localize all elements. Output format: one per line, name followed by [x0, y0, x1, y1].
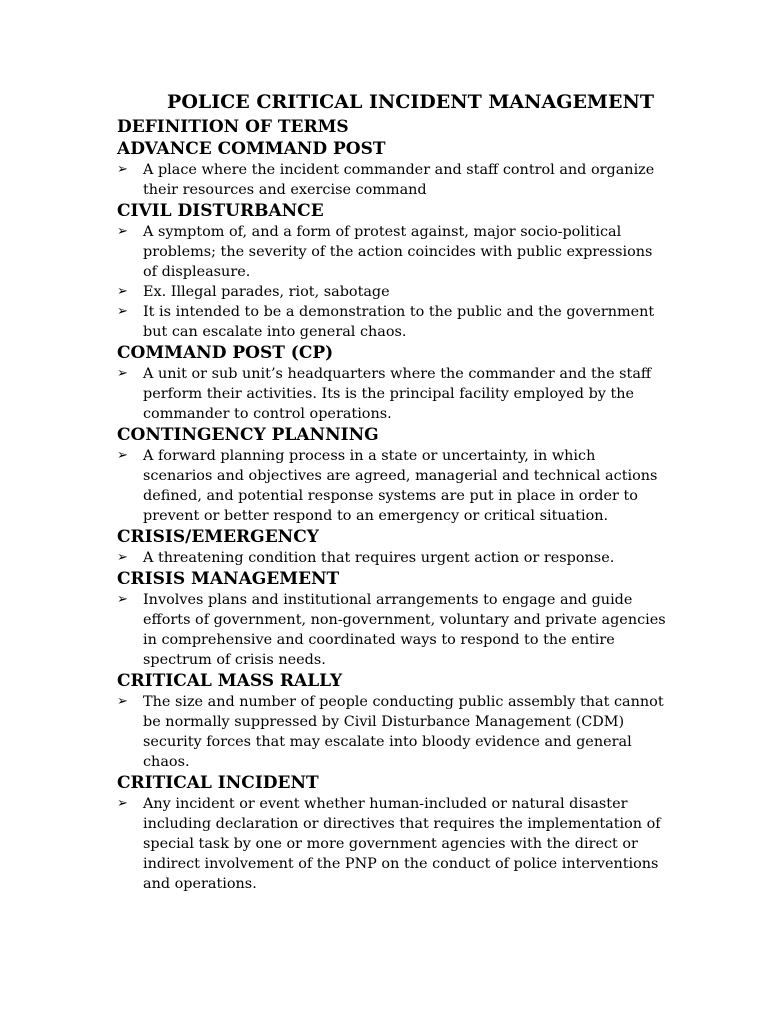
- definition-bullets: [117, 590, 668, 670]
- definition-text: It is intended to be a demonstration to the public and the government but can escalate into general chaos.: [143, 304, 655, 340]
- definition-text: Any incident or event whether human-included or natural disaster including declaration or directives that requires the implementation of special task by one or more government agencies with the direct or indirect involvement of the PNP on the conduct of police interventions and operations.: [143, 796, 661, 892]
- document-subtitle: DEFINITION OF TERMS: [117, 117, 349, 137]
- term-heading: CRITICAL MASS RALLY: [117, 671, 343, 691]
- term-heading: CRITICAL INCIDENT: [117, 773, 319, 793]
- arrowhead-bullet-icon: ➢: [117, 592, 128, 607]
- definition-bullet-item: [117, 160, 668, 200]
- definition-section: [117, 424, 668, 526]
- definition-text: A forward planning process in a state or uncertainty, in which scenarios and objectives are agreed, managerial and technical actions defined, and potential response systems are put in place in order to prevent or better respond to an emergency or critical situation.: [143, 448, 658, 524]
- definition-text: Involves plans and institutional arrangements to engage and guide efforts of government, non-government, voluntary and private agencies in comprehensive and coordinated ways to respond to the entire spectrum of crisis needs.: [143, 592, 666, 668]
- definition-bullets: [117, 222, 668, 342]
- definition-bullets: [117, 794, 668, 894]
- definition-section: [117, 138, 668, 200]
- definition-bullet-item: [117, 794, 668, 894]
- term-heading: COMMAND POST (CP): [117, 343, 334, 363]
- definition-section: [117, 342, 668, 424]
- definition-bullets: [117, 692, 668, 772]
- definition-bullet-item: [117, 548, 668, 568]
- term-heading: CONTINGENCY PLANNING: [117, 425, 379, 445]
- document-title: POLICE CRITICAL INCIDENT MANAGEMENT: [167, 91, 654, 113]
- definition-section: [117, 526, 668, 568]
- arrowhead-bullet-icon: ➢: [117, 366, 128, 381]
- definition-bullets: [117, 364, 668, 424]
- definition-bullet-item: [117, 692, 668, 772]
- definition-bullets: [117, 446, 668, 526]
- definitions-list: [117, 138, 668, 894]
- arrowhead-bullet-icon: ➢: [117, 694, 128, 709]
- arrowhead-bullet-icon: ➢: [117, 304, 128, 319]
- definition-text: A unit or sub unit’s headquarters where the commander and the staff perform their activities. Its is the principal facility employed by the commander to control operations.: [143, 366, 652, 422]
- arrowhead-bullet-icon: ➢: [117, 284, 128, 299]
- term-heading: CRISIS MANAGEMENT: [117, 569, 340, 589]
- definition-section: [117, 200, 668, 342]
- arrowhead-bullet-icon: ➢: [117, 224, 128, 239]
- arrowhead-bullet-icon: ➢: [117, 550, 128, 565]
- definition-bullet-item: [117, 282, 668, 302]
- definition-bullets: [117, 548, 668, 568]
- definition-bullet-item: [117, 364, 668, 424]
- definition-text: Ex. Illegal parades, riot, sabotage: [143, 284, 390, 300]
- definition-bullet-item: [117, 302, 668, 342]
- term-heading: CRISIS/EMERGENCY: [117, 527, 319, 547]
- definition-section: [117, 772, 668, 894]
- definition-bullets: [117, 160, 668, 200]
- definition-text: A threatening condition that requires urgent action or response.: [143, 550, 615, 566]
- term-heading: CIVIL DISTURBANCE: [117, 201, 324, 221]
- definition-section: [117, 670, 668, 772]
- definition-section: [117, 568, 668, 670]
- arrowhead-bullet-icon: ➢: [117, 448, 128, 463]
- definition-text: A place where the incident commander and staff control and organize their resources and exercise command: [143, 162, 655, 198]
- definition-text: A symptom of, and a form of protest against, major socio-political problems; the severity of the action coincides with public expressions of displeasure.: [143, 224, 653, 280]
- definition-text: The size and number of people conducting public assembly that cannot be normally suppressed by Civil Disturbance Management (CDM) security forces that may escalate into bloody evidence and general chaos.: [143, 694, 664, 770]
- term-heading: ADVANCE COMMAND POST: [117, 139, 386, 159]
- definition-bullet-item: [117, 446, 668, 526]
- arrowhead-bullet-icon: ➢: [117, 162, 128, 177]
- definition-bullet-item: [117, 590, 668, 670]
- definition-bullet-item: [117, 222, 668, 282]
- arrowhead-bullet-icon: ➢: [117, 796, 128, 811]
